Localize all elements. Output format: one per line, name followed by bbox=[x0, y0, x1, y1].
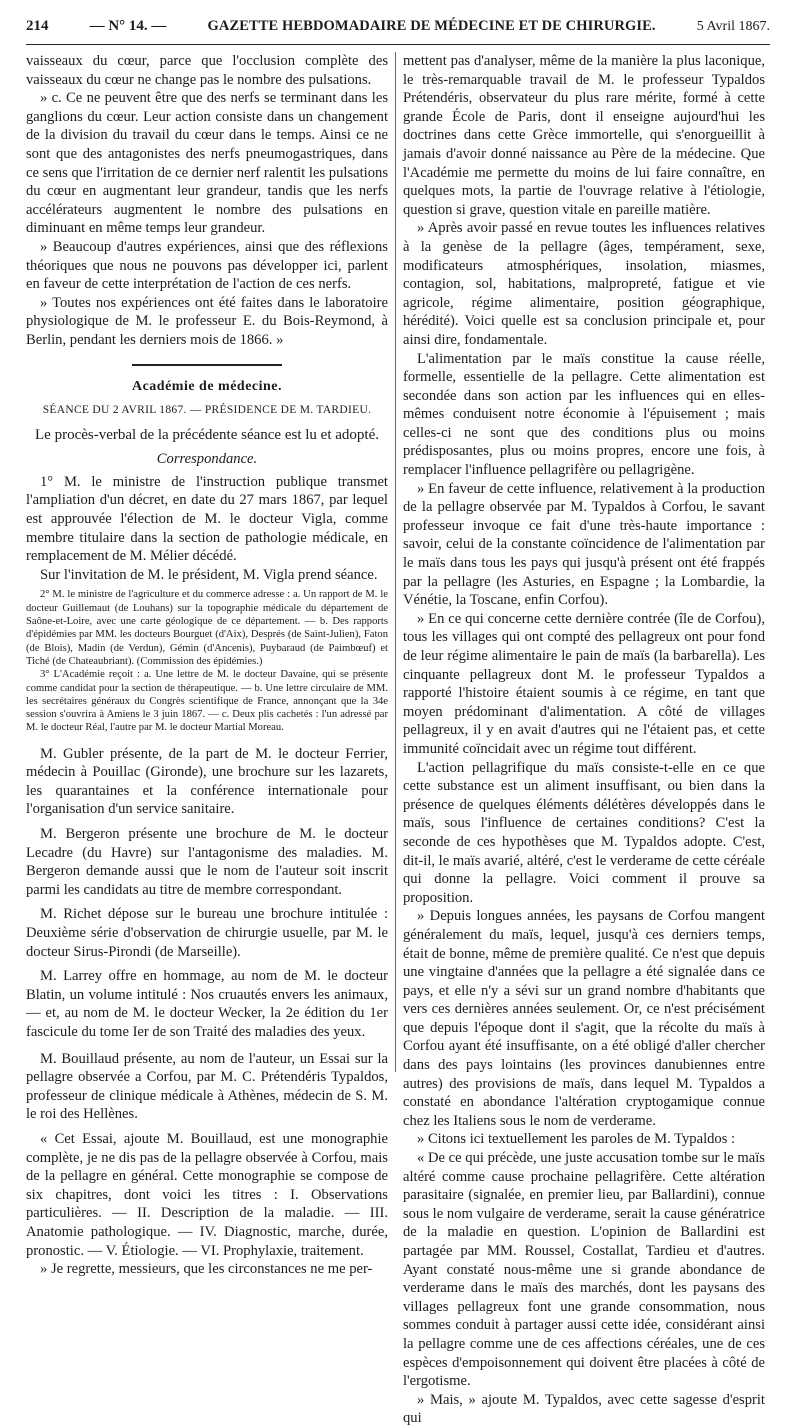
issue-date: 5 Avril 1867. bbox=[696, 19, 770, 34]
small-print-block bbox=[26, 588, 388, 734]
paragraph: » En faveur de cette influence, relativement à la production de la pellagre observée par M. Typaldos à Corfou, le savant professeur invoque ce fait d'une très-haute importance : savoir, celui de la constante coïncidence de l'alimentation par le maïs dans tous les pays qui jusqu'à présent ont été frappés par la pellagre (les Asturies, en Espagne ; la Lombardie, la Vénétie, la Toscane, enfin Corfou). bbox=[403, 480, 765, 609]
session-line: SÉANCE DU 2 AVRIL 1867. — PRÉSIDENCE DE M. TARDIEU. bbox=[42, 404, 372, 417]
paragraph: L'alimentation par le maïs constitue la cause réelle, formelle, essentielle de la pellagre. Cette alimentation est secondée dans son action par les influences qui en elles-mêmes conduisent notre économie à l'épuisement ; mais celles-ci ne sont que des conditions plus ou moins prédisposantes, plus ou moins propres, encore une fois, à remplacer l'influence pellagrifère ou pellagrigène. bbox=[403, 350, 765, 479]
right-column bbox=[403, 52, 765, 1428]
paragraph: L'action pellagrifique du maïs consiste-t-elle en ce que cette substance est un aliment insuffisant, ou bien dans la présence de quelques éléments délétères développés dans le maïs, sous l'influence de certaines conditions? C'est la seconde de ces hypothèses que M. Typaldos adopte. C'est, dit-il, le maïs avarié, altéré, c'est le verderame de cette céréale qui donne la pellagre. Voici comment il prouve sa proposition. bbox=[403, 759, 765, 906]
paragraph: » Mais, » ajoute M. Typaldos, avec cette sagesse d'esprit qui bbox=[403, 1391, 765, 1427]
paragraph: » Citons ici textuellement les paroles de M. Typaldos : bbox=[417, 1131, 736, 1148]
paragraph: M. Bergeron présente une brochure de M. le docteur Lecadre (du Havre) sur l'antagonisme des maladies. M. Bergeron demande aussi que le nom de l'auteur soit inscrit parmi les candidats au titre de membre correspondant. bbox=[26, 826, 388, 898]
paragraph: vaisseaux du cœur, parce que l'occlusion complète des vaisseaux du cœur ne change pas le nombre des pulsations. bbox=[26, 53, 388, 88]
paragraph: M. Bouillaud présente, au nom de l'auteur, un Essai sur la pellagre observée a Corfou, par M. C. Prétendéris Typaldos, professeur de clinique médicale à Athènes, médecin de S. M. le roi des Hellènes. bbox=[26, 1050, 388, 1123]
subsection-title: Correspondance. bbox=[156, 451, 258, 468]
header-rule bbox=[26, 44, 770, 45]
paragraph: mettent pas d'analyser, même de la manière la plus laconique, le très-remarquable travail de M. le professeur Typaldos Prétendéris, observateur du plus rare mérite, formé à cette grande École de Paris, dont il enseigne aujourd'hui les doctrines dans cette Grèce immortelle, qui s'enorgueillit à jamais d'avoir donné naissance au Père de la médecine. Que l'Académie me permette du moins de lui faire connaître, en quelques mots, la partie de l'ouvrage relative à l'étiologie, question si grave, question vitale en pareille matière. bbox=[403, 53, 765, 218]
column-divider bbox=[395, 52, 396, 1072]
issue-number: — N° 14. — bbox=[89, 18, 167, 34]
minutes-line: Le procès-verbal de la précédente séance est lu et adopté. bbox=[35, 426, 379, 443]
paragraph: « Cet Essai, ajoute M. Bouillaud, est une monographie complète, je ne dis pas de la pellagre observée à Corfou, mais de la pellagre en général. Cette monographie se compose de six chapitres, dont voici les titres : I. Observations particulières. — II. Description de la maladie. — III. Anatomie pathologique. — IV. Diagnostic, marche, durée, pronostic. — V. Étiologie. — VI. Prophylaxie, traitement. bbox=[26, 1130, 388, 1259]
paragraph: Sur l'invitation de M. le président, M. Vigla prend séance. bbox=[40, 566, 378, 583]
paragraph: M. Richet dépose sur le bureau une brochure intitulée : Deuxième série d'observation de chirurgie usuelle, par M. le docteur Sirus-Pirondi (de Marseille). bbox=[26, 906, 388, 960]
paragraph: » Beaucoup d'autres expériences, ainsi que des réflexions théoriques que nous ne pouvons pas développer ici, parlent en faveur de cette interprétation de l'action de ces nerfs. bbox=[26, 238, 388, 293]
left-column bbox=[26, 52, 388, 1279]
paragraph: » En ce qui concerne cette dernière contrée (île de Corfou), tous les villages qui ont compté des pellagreux ont pour fond de leur régime alimentaire le pain de maïs (la barbarella). Les cinquante pellagreux dont M. le professeur Typaldos a rapporté l'histoire étaient soumis à ce régime, en tant que moyen prédominant d'alimentation. A côté de villages pellagreux, il y en avait d'autres qui ne l'étaient pas, et cette immunité coïncidait avec un régime tout différent. bbox=[403, 610, 765, 757]
paragraph: 1° M. le ministre de l'instruction publique transmet l'ampliation d'un décret, en date du 27 mars 1867, par lequel est approuvée l'élection de M. le docteur Vigla, comme membre titulaire dans la section de pathologie médicale, en remplacement de M. Mélier décédé. bbox=[26, 473, 388, 565]
paragraph: M. Gubler présente, de la part de M. le docteur Ferrier, médecin à Pouillac (Gironde), une brochure sur les lazarets, les quarantaines et la conférence internationale pour l'organisation d'un service sanitaire. bbox=[26, 745, 388, 818]
section-title: Académie de médecine. bbox=[131, 378, 283, 394]
paragraph: » Je regrette, messieurs, que les circonstances ne me per- bbox=[40, 1261, 373, 1278]
paragraph: » c. Ce ne peuvent être que des nerfs se terminant dans les ganglions du cœur. Leur action consiste dans un changement de la division du travail du cœur dans le temps. Ainsi ce ne sont que des antagonistes des nerfs pneumogastriques, dans ce sens que l'irritation de ce dernier nerf ralentit les pulsations du cœur en augmentant leur grandeur, tandis que les nerfs accélérateurs augmentent le nombre des pulsations en diminuant en même temps leur grandeur. bbox=[26, 90, 388, 237]
section-divider bbox=[132, 364, 282, 366]
paragraph: » Toutes nos expériences ont été faites dans le laboratoire physiologique de M. le professeur E. du Bois-Reymond, à Berlin, pendant les derniers mois de 1866. » bbox=[26, 294, 388, 348]
small-paragraph: 3° L'Académie reçoit : a. Une lettre de M. le docteur Davaine, qui se présente comme candidat pour la section de thérapeutique. — b. Une lettre circulaire de MM. les secrétaires généraux du Congrès scientifique de France, annonçant que la 34e session s'ouvrira à Amiens le 3 juin 1867. — c. Deux plis cachetés : l'un adressé par M. le docteur Réal, l'autre par M. le docteur Martial Moreau. bbox=[26, 669, 388, 734]
paragraph: » Après avoir passé en revue toutes les influences relatives à la genèse de la pellagre (âges, tempérament, sexe, modificateurs atmosphériques, insolation, miasmes, contagion, sol, habitations, malpropreté, fatigue et vie agricole, régime alimentaire, position géographique, hérédité). Voici quelle est sa conclusion principale et, pour ainsi dire, fondamentale. bbox=[403, 220, 765, 348]
small-paragraph: 2° M. le ministre de l'agriculture et du commerce adresse : a. Un rapport de M. le docteur Guillemaut (de Louhans) sur la topographie médicale du département de Saône-et-Loire, avec une carte géologique de ce département. — b. Des rapports d'épidémies par MM. les docteurs Bourguet (d'Aix), Després (de Saint-Julien), Faton (de Blois), Madin (de Verdun), Gémin (d'Ancenis), Puybaraud (de Paimbœuf) et Tiché (de Chateaubriant). (Commission des épidémies.) bbox=[26, 589, 388, 667]
paragraph: « De ce qui précède, une juste accusation tombe sur le maïs altéré comme cause prochaine pellagrifère. Cette altération parasitaire (signalée, en premier lieu, par Ballardini), connue sous le nom vulgaire de verderame, serait la cause génératrice de la maladie en question. L'opinion de Ballardini est partagée par MM. Roussel, Costallat, Tardieu et d'autres. Ayant constaté nous-même une si grande abondance de verderame dans le maïs des marchés, dont les paysans des villages pellagreux font une grande consommation, nous sommes conduit à partager aussi cette idée, considérant ainsi la pellagre comme une de ces affections céréales, une de ces espèces d'empoisonnement qui doivent être placées à côté de l'ergotisme. bbox=[403, 1150, 765, 1390]
paragraph: » Depuis longues années, les paysans de Corfou mangent généralement du maïs, lequel, jusqu'à ces derniers temps, était de bonne, même de première qualité. Ce n'est que depuis une vingtaine d'années que la pellagre a été signalée dans ce pays, et elle n'y a sévi sur un grand nombre d'habitants que vers ces dernières années seulement. Or, ce n'est précisément que depuis l'époque dont il s'agit, que la récolte du maïs à Corfou ayant été insuffisante, on a été obligé d'aller chercher dans des pays lointains (les provinces danubiennes entre autres) des provisions de maïs, dans lequel M. Typaldos a constaté en abondance l'altération cryptogamique connue chez les Italiens sous le nom de verderame. bbox=[403, 908, 765, 1129]
page-number: 214 bbox=[26, 18, 49, 34]
journal-title: GAZETTE HEBDOMADAIRE DE MÉDECINE ET DE CHIRURGIE. bbox=[207, 18, 656, 34]
running-header bbox=[26, 18, 770, 42]
paragraph: M. Larrey offre en hommage, au nom de M. le docteur Blatin, un volume intitulé : Nos cruautés envers les animaux, — et, au nom de M. le docteur Wecker, la 2e édition du 1er fascicule du tome Ier de son Traité des maladies des yeux. bbox=[26, 968, 388, 1041]
